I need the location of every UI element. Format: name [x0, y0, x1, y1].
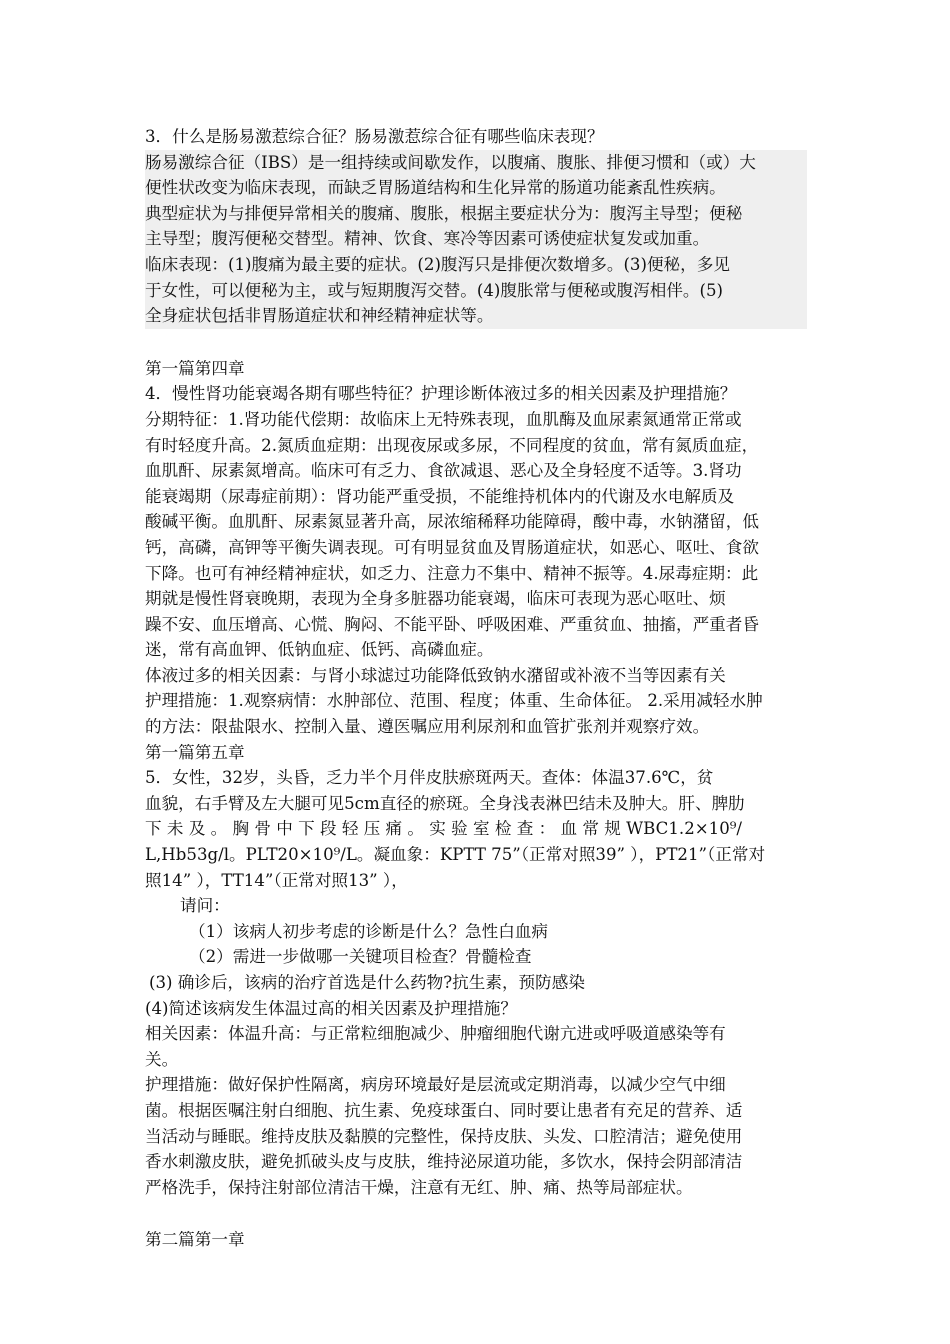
ibs-answer-block: [145, 150, 807, 329]
answer-line: 菌。根据医嘱注射白细胞、抗生素、免疫球蛋白、同时要让患者有充足的营养、适: [145, 1100, 743, 1120]
text-line: 能衰竭期（尿毒症前期）：肾功能严重受损，不能维持机体内的代谢及水电解质及: [145, 486, 735, 506]
spacer: [145, 1200, 810, 1227]
text-line: 体液过多的相关因素：与肾小球滤过功能降低致钠水潴留或补液不当等因素有关: [145, 665, 726, 685]
sub-question-3: (3) 确诊后，该病的治疗首选是什么药物?抗生素，预防感染: [149, 973, 585, 992]
answer-line: 于女性，可以便秘为主，或与短期腹泻交替。(4)腹胀常与便秘或腹泻相伴。(5): [145, 280, 724, 300]
answer-line: 严格洗手，保持注射部位清洁干燥，注意有无红、肿、痛、热等局部症状。: [145, 1177, 693, 1197]
text-line: 有时轻度升高。2.氮质血症期：出现夜尿或多尿，不同程度的贫血，常有氮质血症，: [145, 435, 759, 455]
sub-question-1: （1）该病人初步考虑的诊断是什么？急性白血病: [189, 921, 549, 941]
answer-line: 当活动与睡眠。维持皮肤及黏膜的完整性，保持皮肤、头发、口腔清洁；避免使用: [145, 1126, 743, 1146]
sub-question-2: （2）需进一步做哪一关键项目检查？骨髓检查: [189, 947, 532, 967]
case-line: 血貌，右手臂及左大腿可见5cm直径的瘀斑。全身浅表淋巴结未及肿大。肝、脾肋: [145, 793, 745, 813]
answer-line: 肠易激综合征（IBS）是一组持续或间歇发作，以腹痛、腹胀、排便习惯和（或）大: [145, 152, 756, 172]
text-line: 的方法：限盐限水、控制入量、遵医嘱应用利尿剂和血管扩张剂并观察疗效。: [145, 717, 710, 737]
text-line: 下降。也可有神经精神症状，如乏力、注意力不集中、精神不振等。4.尿毒症期：此: [145, 563, 759, 583]
case-line: L,Hb53g/l。PLT20×10⁹/L。凝血象：KPTT 75”（正常对照39” ），PT21”（正常对: [145, 845, 766, 865]
text-line: 酸碱平衡。血肌酐、尿素氮显著升高，尿浓缩稀释功能障碍，酸中毒，水钠潴留，低: [145, 512, 759, 532]
answer-line: 护理措施：做好保护性隔离，病房环境最好是层流或定期消毒，以减少空气中细: [145, 1075, 726, 1095]
document-page: [145, 124, 810, 1253]
spacer: [145, 329, 810, 356]
text-line: 分期特征：1.肾功能代偿期：故临床上无特殊表现，血肌酶及血尿素氮通常正常或: [145, 409, 742, 429]
text-line: 护理措施：1.观察病情：水肿部位、范围、程度；体重、生命体征。 2.采用减轻水肿: [145, 691, 763, 711]
chapter-heading: 第一篇第五章: [145, 742, 245, 762]
question-3: 3．什么是肠易激惹综合征？肠易激惹综合征有哪些临床表现？: [145, 127, 604, 146]
chapter-heading: 第二篇第一章: [145, 1230, 245, 1250]
answer-line: 香水刺激皮肤，避免抓破头皮与皮肤，维持泌尿道功能，多饮水，保持会阴部清洁: [145, 1152, 743, 1172]
answer-line: 临床表现：(1)腹痛为最主要的症状。(2)腹泻只是排便次数增多。(3)便秘，多见: [145, 254, 730, 274]
answer-line: 典型症状为与排便异常相关的腹痛、腹胀，根据主要症状分为：腹泻主导型；便秘: [145, 203, 743, 223]
answer-line: 相关因素：体温升高：与正常粒细胞减少、肿瘤细胞代谢亢进或呼吸道感染等有: [145, 1024, 726, 1044]
text-line: 钙，高磷，高钾等平衡失调表现。可有明显贫血及胃肠道症状，如恶心、呕吐、食欲: [145, 537, 759, 557]
question-4: 4．慢性肾功能衰竭各期有哪些特征？护理诊断体液过多的相关因素及护理措施？: [145, 384, 737, 404]
case-line: 下 未 及 。 胸 骨 中 下 段 轻 压 痛 。 实 验 室 检 查 ： 血 常 规 WBC1.2×10⁹/: [145, 819, 743, 839]
case-line: 5．女性，32岁，头昏，乏力半个月伴皮肤瘀斑两天。查体：体温37.6℃，贫: [145, 768, 714, 788]
answer-line: 关。: [145, 1049, 179, 1069]
answer-line: 主导型；腹泻便秘交替型。精神、饮食、寒冷等因素可诱使症状复发或加重。: [145, 229, 710, 249]
ask-label: 请问：: [180, 896, 230, 916]
chapter-heading: 第一篇第四章: [145, 358, 245, 378]
sub-question-4: (4)简述该病发生体温过高的相关因素及护理措施？: [145, 998, 517, 1018]
text-line: 迷，常有高血钾、低钠血症、低钙、高磷血症。: [145, 640, 494, 660]
answer-line: 全身症状包括非胃肠道症状和神经精神症状等。: [145, 306, 494, 326]
answer-line: 便性状改变为临床表现，而缺乏胃肠道结构和生化异常的肠道功能紊乱性疾病。: [145, 178, 726, 198]
text-line: 躁不安、血压增高、心慌、胸闷、不能平卧、呼吸困难、严重贫血、抽搐，严重者昏: [145, 614, 759, 634]
text-line: 期就是慢性肾衰晚期，表现为全身多脏器功能衰竭，临床可表现为恶心呕吐、烦: [145, 589, 726, 609]
text-line: 血肌酐、尿素氮增高。临床可有乏力、食欲减退、恶心及全身轻度不适等。3.肾功: [145, 461, 742, 481]
case-line: 照14” ），TT14”（正常对照13” ），: [145, 870, 408, 890]
